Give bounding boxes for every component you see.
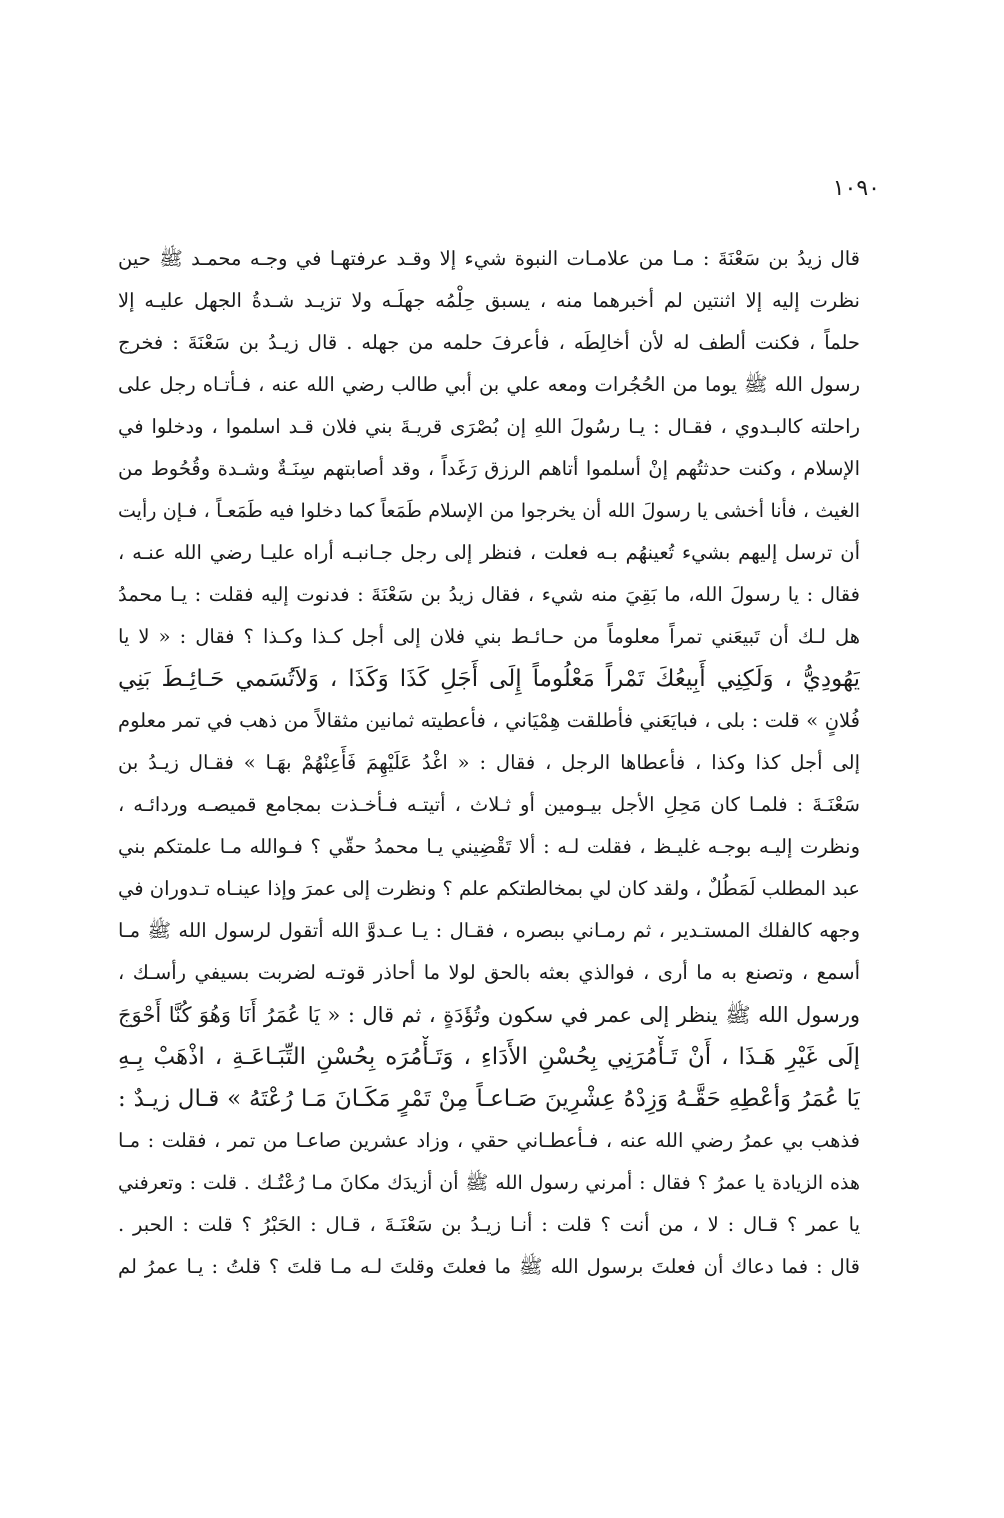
text-line: وجهه كالفلك المستـدير ، ثم رمـاني ببصره ، فقـال : يـا عـدوَّ الله أتقول لرسول الله ﷺ مـا xyxy=(118,919,860,942)
hadith-line: إلَى غَيْرِ هَـذَا ، أَنْ تَـأْمُرَنِي بِحُسْنِ الأَدَاءِ ، وَتَـأْمُرَه بِحُسْنِ التِّبَـاعَـةِ ، اذْهَبْ بِـهِ xyxy=(118,1044,860,1070)
page-number: ١٠٩٠ xyxy=(832,176,880,201)
text-line: الإسلام ، وكنت حدثتُهم إنْ أسلموا أتاهم الرزق رَغَداً ، وقد أصابتهم سِنَـةٌ وشـدة وقُحُوط من xyxy=(118,457,860,480)
text-line: فذهب بي عمرُ رضي الله عنه ، فـأعطـاني حقي ، وزاد عشرين صاعـا من تمر ، فقلت : مـا xyxy=(118,1129,860,1152)
text-line: الغيث ، فأنا أخشى يا رسولَ الله أن يخرجوا من الإسلام طَمَعاً كما دخلوا فيه طَمَعـاً ، فـإن رأيت xyxy=(118,500,860,522)
hadith-line: يَهُودِيُّ ، وَلَكِنِي أَبِيعُكَ تَمْراً مَعْلُوماً إِلَى أَجَلِ كَذَا وَكَذَا ، وَلاَتُسَمي حَـائِـطَ بَنِي xyxy=(118,666,860,692)
text-line: أسمع ، وتصنع به ما أرى ، فوالذي بعثه بالحق لولا ما أحاذر قوتـه لضربت بسيفي رأسـك ، xyxy=(118,961,860,984)
text-line: فقال : يا رسولَ الله، ما بَقِيَ منه شيء ، فقال زيدُ بن سَعْنَةَ : فدنوت إليه فقلت : يـا محمدُ xyxy=(118,583,860,606)
text-line: حلماً ، فكنت ألطف له لأن أخالِطَه ، فأعرفَ حلمه من جهله . قال زيـدُ بن سَعْنَةَ : فخرج xyxy=(118,331,860,354)
text-line: إلى أجل كذا وكذا ، فأعطاها الرجل ، فقال : « اغْدُ عَلَيْهِمَ فَأَعِنْهُمْ بهَـا » فقـال زيـدُ بن xyxy=(118,751,860,774)
text-line: يا عمر ؟ قـال : لا ، من أنت ؟ قلت : أنـا زيـدُ بن سَعْنَـةَ ، قـال : الحَبْرُ ؟ قلت : الحبر . xyxy=(118,1213,860,1236)
text-line: عبد المطلب لَمَطُلٌ ، ولقد كان لي بمخالطتكم علم ؟ ونظرت إلى عمرَ وإذا عينـاه تـدوران في xyxy=(118,877,860,900)
text-line: قال زيدُ بن سَعْنَةَ : مـا من علامـات النبوة شيء إلا وقـد عرفتهـا في وجـه محمـد ﷺ حين xyxy=(118,247,860,270)
hadith-line: يَا عُمَرُ وَأعْطِهِ حَقَّـهُ وَزِدْهُ عِشْرِينَ صَـاعـاً مِنْ تَمْرٍ مَكَـانَ مَـا رُعْتَهُ » قـال زيـدٌ : xyxy=(118,1086,860,1112)
text-line: أن ترسل إليهم بشيء تُعينهُم بـه فعلت ، فنظر إلى رجل جـانبـه أراه عليـا رضي الله عنـه ، xyxy=(118,541,860,564)
body-text xyxy=(118,238,860,1288)
text-line: سَعْنَـةَ : فلمـا كان مَحِلِ الأجل بيـومين أو ثـلاث ، أتيتـه فـأخـذت بمجامع قميصـه وردائـه ، xyxy=(118,793,860,816)
hadith-line: ورسول الله ﷺ ينظر إلى عمر في سكون وتُؤَدَةٍ ، ثم قال : « يَا عُمَرُ أَنَا وَهُوَ كُنَّا أَحْوَجَ xyxy=(118,1003,860,1027)
text-line: راحلته كالبـدوي ، فقـال : يـا رسُولَ اللهِ إن بُصْرَى قريـةَ بني فلان قـد اسلموا ، ودخلوا في xyxy=(118,415,860,438)
text-line: رسول الله ﷺ يوما من الحُجُرات ومعه علي بن أبي طالب رضي الله عنه ، فـأتـاه رجل على xyxy=(118,373,860,396)
text-line: فُلانٍ » قلت : بلى ، فبايَعَني فأطلقت هِمْيَاني ، فأعطيته ثمانين مثقالاً من ذهب في تمر معلوم xyxy=(118,709,860,732)
text-line: ونظرت إليـه بوجـه غليـظ ، فقلت لـه : ألا تَقْضِيني يـا محمدُ حقّي ؟ فـوالله مـا علمتكم بني xyxy=(118,835,860,858)
text-line: قال : فما دعاك أن فعلتَ برسول الله ﷺ ما فعلتَ وقلتَ لـه مـا قلتَ ؟ قلتُ : يـا عمرُ لم xyxy=(118,1255,860,1278)
text-line: هل لـك أن تَبيعَني تمراً معلوماً من حـائـط بني فلان إلى أجل كـذا وكـذا ؟ فقال : « لا يا xyxy=(118,625,860,648)
text-line: هذه الزيادة يا عمرُ ؟ فقال : أمرني رسول الله ﷺ أن أزيدَك مكانَ مـا رُعْتُـك . قلت : وتعرفني xyxy=(118,1172,860,1194)
text-line: نظرت إليه إلا اثنتين لم أخبرهما منه ، يسبق حِلْمُه جهلَـه ولا تزيـد شـدةُ الجهل عليـه إلا xyxy=(118,289,860,312)
